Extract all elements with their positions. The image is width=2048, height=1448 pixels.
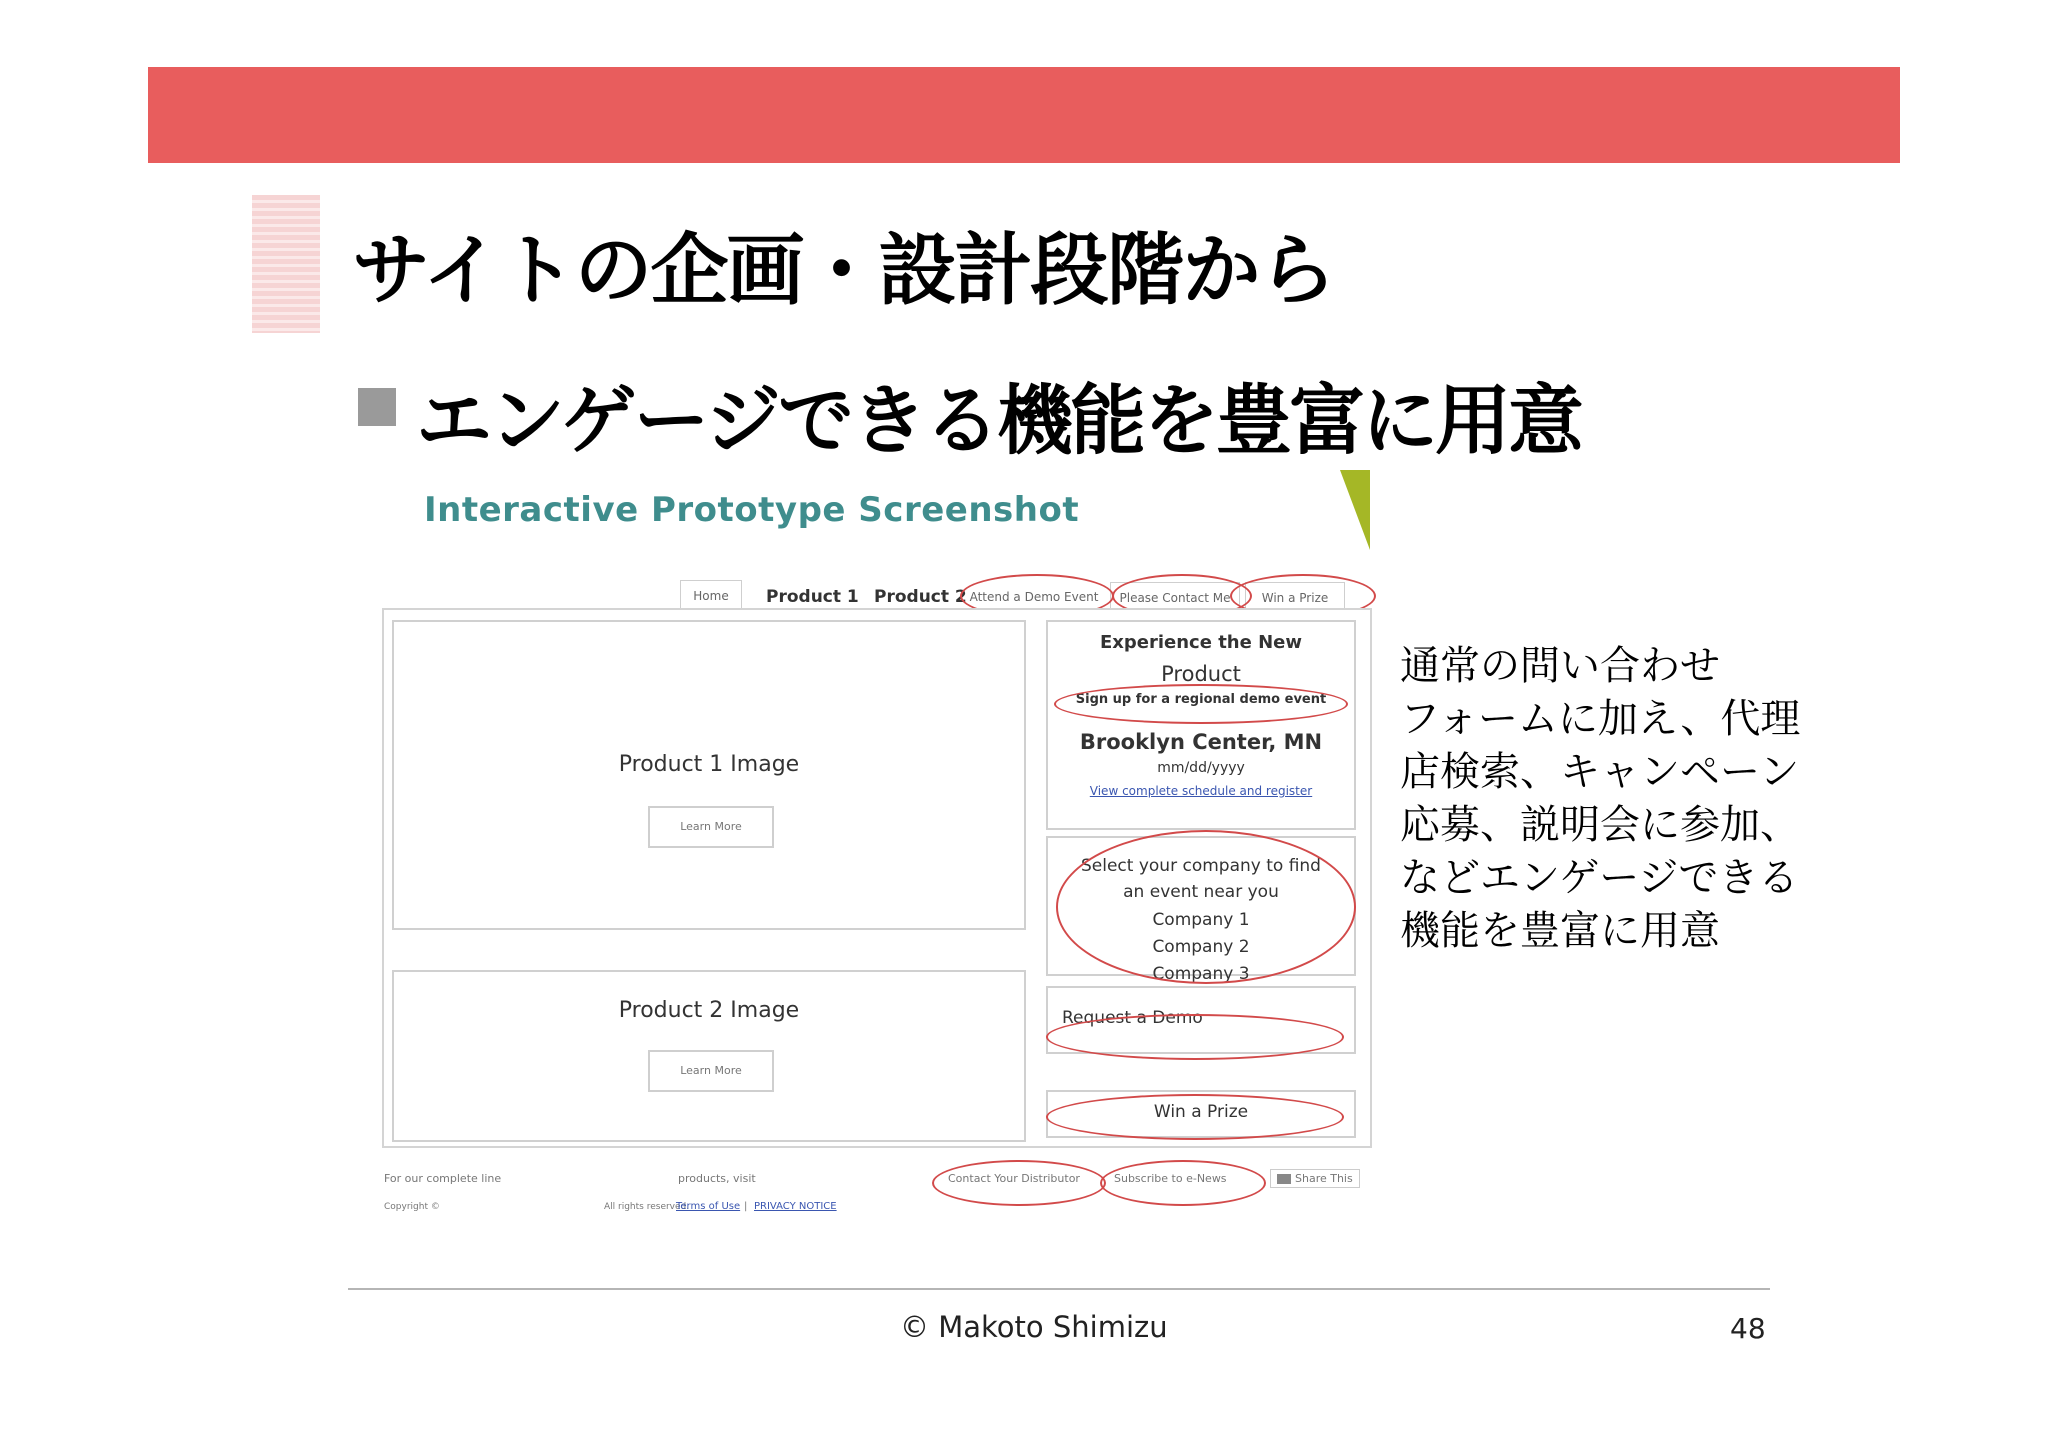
company-option[interactable]: Company 3 — [1152, 964, 1250, 984]
win-prize-button[interactable]: Win a Prize — [1153, 1102, 1249, 1122]
footer-contact-distributor-button[interactable]: Contact Your Distributor — [948, 1172, 1080, 1185]
nav-home-tab[interactable]: Home — [680, 580, 742, 612]
nav-contact-me-tab[interactable]: Please Contact Me — [1110, 582, 1240, 614]
company-option[interactable]: Company 2 — [1152, 937, 1250, 957]
corner-decoration — [1340, 470, 1370, 550]
share-label: Share This — [1295, 1172, 1353, 1185]
slide-title: サイトの企画・設計段階から — [352, 226, 1335, 316]
footer-share-button[interactable] — [1270, 1169, 1360, 1188]
request-demo-button[interactable]: Request a Demo — [1062, 1008, 1203, 1028]
description-line: などエンゲージできる — [1400, 855, 1799, 901]
nav-product1-tab[interactable]: Product 1 — [766, 587, 859, 607]
footer-copyright: Copyright © — [384, 1202, 440, 1212]
annotation-oval — [1056, 830, 1356, 984]
nav-product2-tab[interactable]: Product 2 — [874, 587, 967, 607]
annotation-oval — [932, 1160, 1106, 1206]
annotation-oval — [1046, 1014, 1344, 1060]
description-line: 店検索、キャンペーン — [1400, 749, 1800, 795]
footer-rights: All rights reserved. — [604, 1202, 690, 1212]
annotation-oval — [1054, 684, 1348, 724]
product1-label: Product 1 Image — [618, 752, 800, 777]
slide-copyright: © Makoto Shimizu — [900, 1310, 1168, 1344]
screenshot-title: Interactive Prototype Screenshot — [424, 490, 1080, 530]
footer-terms-link[interactable]: Terms of Use — [676, 1201, 741, 1212]
slide-header-bar — [148, 67, 1900, 163]
demo-event-panel — [1046, 620, 1356, 830]
footer-separator: | — [744, 1201, 748, 1212]
product1-learn-more-button[interactable]: Learn More — [648, 806, 774, 848]
slide-description — [1400, 640, 1800, 958]
annotation-oval — [1100, 1160, 1266, 1206]
footer-product-line-text: For our complete line — [384, 1172, 502, 1185]
company-select-prompt-2: an event near you — [1123, 882, 1279, 902]
nav-attend-demo-tab[interactable]: Attend a Demo Event — [969, 590, 1099, 604]
company-select-prompt: Select your company to find — [1081, 856, 1321, 876]
footer-products-visit-text: products, visit — [678, 1172, 756, 1185]
description-line: 通常の問い合わせ — [1400, 643, 1720, 689]
footer-privacy-link[interactable]: PRIVACY NOTICE — [754, 1201, 837, 1212]
page-number: 48 — [1730, 1312, 1766, 1345]
bullet-square-icon — [358, 388, 396, 426]
event-date: mm/dd/yyyy — [1157, 760, 1245, 776]
description-line: 応募、説明会に参加、 — [1400, 802, 1800, 848]
title-decoration — [252, 195, 320, 333]
description-line: フォームに加え、代理 — [1400, 696, 1801, 742]
footer-divider — [348, 1288, 1770, 1290]
nav-win-prize-tab[interactable]: Win a Prize — [1245, 582, 1345, 614]
demo-event-heading-2: Product — [1161, 662, 1241, 686]
bullet-heading: エンゲージできる機能を豊富に用意 — [416, 376, 1581, 465]
footer-subscribe-button[interactable]: Subscribe to e-News — [1114, 1172, 1227, 1185]
share-icon — [1277, 1174, 1291, 1184]
demo-event-heading: Experience the New — [1099, 632, 1302, 653]
demo-signup-link[interactable]: Sign up for a regional demo event — [1075, 692, 1327, 707]
company-option[interactable]: Company 1 — [1152, 910, 1250, 930]
view-schedule-link[interactable]: View complete schedule and register — [1089, 784, 1313, 798]
description-line: 機能を豊富に用意 — [1400, 908, 1720, 954]
annotation-oval — [1046, 1094, 1344, 1140]
product2-learn-more-button[interactable]: Learn More — [648, 1050, 774, 1092]
product2-image-panel — [392, 970, 1026, 1142]
prototype-screenshot — [370, 470, 1390, 1240]
event-location: Brooklyn Center, MN — [1079, 730, 1323, 754]
product1-image-panel — [392, 620, 1026, 930]
product2-label: Product 2 Image — [618, 998, 800, 1023]
